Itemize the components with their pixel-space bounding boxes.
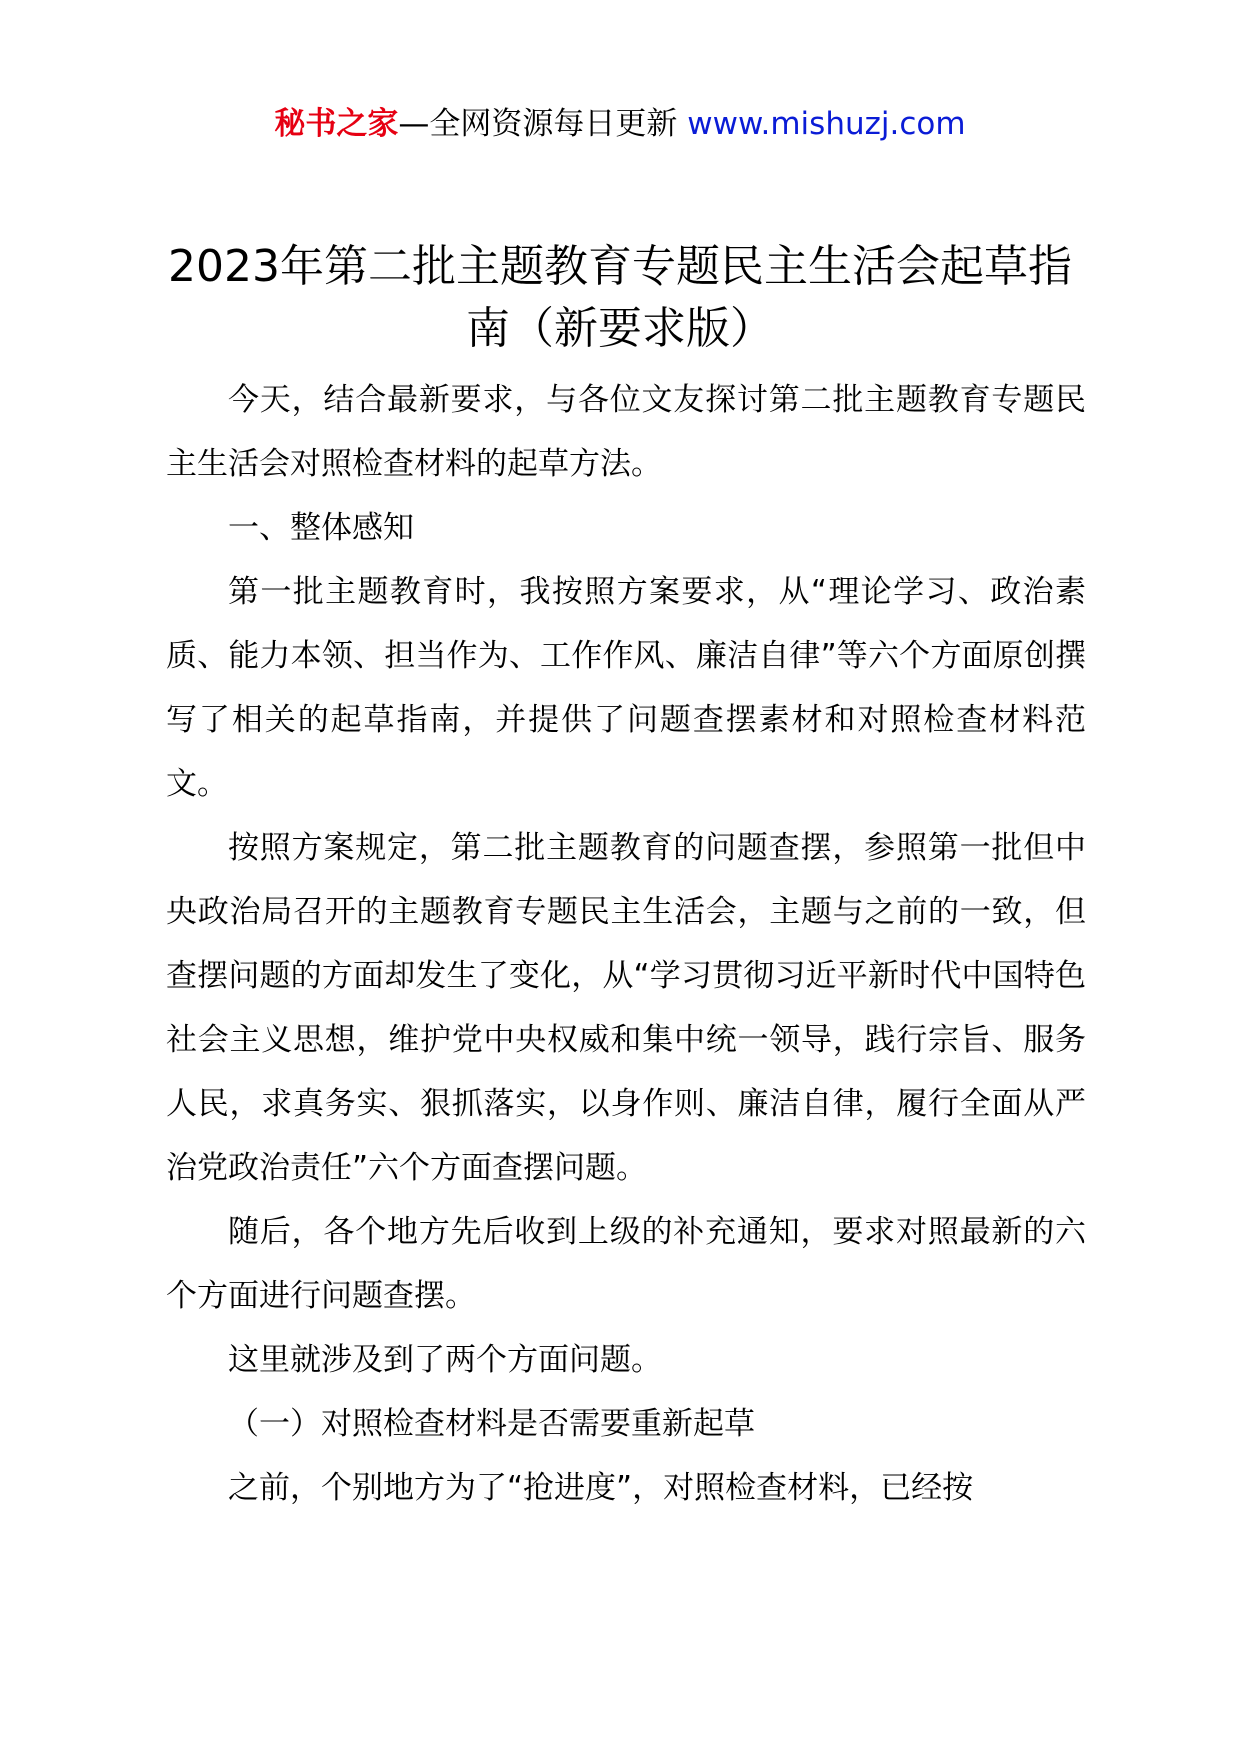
paragraph: 这里就涉及到了两个方面问题。 [228, 1342, 662, 1378]
subsection-heading-1: （一）对照检查材料是否需要重新起草 [228, 1406, 755, 1442]
watermark-tagline: —全网资源每日更新 [398, 106, 678, 142]
watermark-brand: 秘书之家 [274, 106, 399, 142]
document-title: 2023年第二批主题教育专题民主生活会起草指南（新要求版） [168, 241, 1072, 354]
document-body [166, 368, 1086, 1520]
paragraph: 随后，各个地方先后收到上级的补充通知，要求对照最新的六个方面进行问题查摆。 [166, 1214, 1086, 1314]
paragraph: 第一批主题教育时，我按照方案要求，从“理论学习、政治素质、能力本领、担当作为、工作作风、廉洁自律”等六个方面原创撰写了相关的起草指南，并提供了问题查摆素材和对照检查材料范文。 [166, 574, 1086, 802]
paragraph: 之前，个别地方为了“抢进度”，对照检查材料，已经按 [228, 1470, 974, 1506]
paragraph-intro: 今天，结合最新要求，与各位文友探讨第二批主题教育专题民主生活会对照检查材料的起草方法。 [166, 382, 1086, 482]
section-heading-1: 一、整体感知 [228, 510, 414, 546]
paragraph: 按照方案规定，第二批主题教育的问题查摆，参照第一批但中央政治局召开的主题教育专题民主生活会，主题与之前的一致，但查摆问题的方面却发生了变化，从“学习贯彻习近平新时代中国特色社会主义思想，维护党中央权威和集中统一领导，践行宗旨、服务人民，求真务实、狠抓落实，以身作则、廉洁自律，履行全面从严治党政治责任”六个方面查摆问题。 [166, 830, 1086, 1186]
site-watermark-header [0, 100, 1240, 148]
watermark-url: www.mishuzj.com [687, 106, 966, 142]
